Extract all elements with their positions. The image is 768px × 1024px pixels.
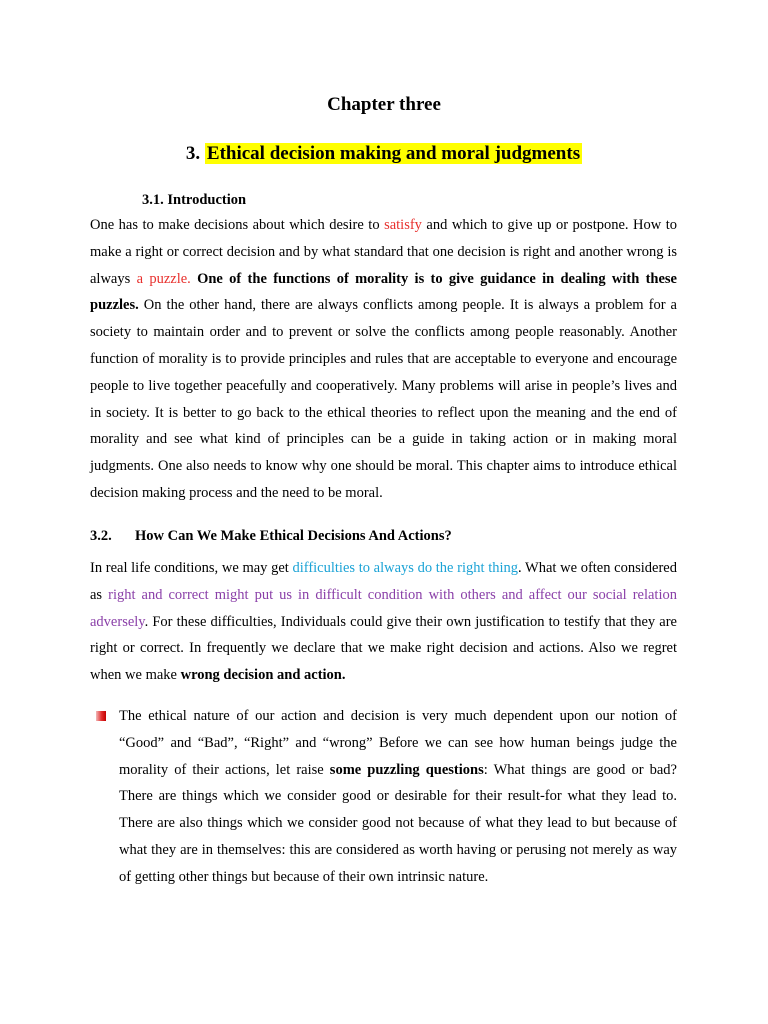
sec32-bold: wrong decision and action. bbox=[180, 667, 346, 684]
bullet-text-2: : What things are good or bad? There are things which we consider good or desirable for their result-for what they lead to. There are also things which we consider good not because of what they lead to but because of what they are in themselves: this are considered as worth having or perusing not merely as way of getting other things but because of their own intrinsic nature. bbox=[119, 761, 677, 885]
section-title-highlighted: Ethical decision making and moral judgments bbox=[206, 143, 581, 164]
section-3-2-title: How Can We Make Ethical Decisions And Actions? bbox=[135, 528, 452, 544]
satisfy-highlight: satisfy bbox=[384, 217, 422, 233]
section-number: 3. bbox=[185, 143, 201, 164]
section-title bbox=[0, 140, 768, 168]
puzzle-highlight: a puzzle. bbox=[136, 270, 191, 287]
purple-highlight: right and correct might put us in difficult condition with others and affect our social relation adversely bbox=[90, 586, 677, 630]
cyan-highlight: difficulties to always do the right thing bbox=[292, 560, 519, 576]
sec32-text-1: In real life conditions, we may get bbox=[90, 560, 293, 576]
section-3-2-number: 3.2. bbox=[90, 528, 112, 544]
intro-text-1: One has to make decisions about which desire to bbox=[90, 217, 385, 233]
bullet-text-1: The ethical nature of our action and decision is very much dependent upon our notion of “Good” and “Bad”, “Right” and “wrong” Before we can see how human beings judge the morality of their actions, let raise bbox=[119, 708, 677, 778]
bullet-list-item bbox=[96, 703, 677, 891]
intro-heading: 3.1. Introduction bbox=[142, 192, 247, 208]
section-3-2-heading bbox=[90, 526, 677, 546]
sec32-text-3: . For these difficulties, Individuals could give their own justification to testify that they are right or correct. In frequently we declare that we make right decision and actions. Also we regret when we make bbox=[90, 613, 677, 684]
red-square-bullet-icon bbox=[96, 711, 106, 721]
section-3-2-paragraph bbox=[90, 555, 677, 689]
chapter-title: Chapter three bbox=[327, 94, 441, 115]
intro-paragraph bbox=[90, 212, 677, 507]
sec32-text-2: . What we often considered as bbox=[90, 560, 677, 603]
intro-text-2: and which to give up or postpone. How to make a right or correct decision and by what standard that one decision is right and another wrong is always bbox=[90, 217, 677, 287]
intro-text-4: On the other hand, there are always conflicts among people. It is always a problem for a society to maintain order and to prevent or solve the conflicts among people reasonably. Another function of morality is to provide principles and rules that are acceptable to everyone and encourage people to live together peacefully and cooperatively. Many problems will arise in people’s lives and in society. It is better to go back to the ethical theories to reflect upon the meaning and the end of morality and see what kind of principles can be a guide in taking action or in making moral judgments. One also needs to know why one should be moral. This chapter aims to introduce ethical decision making process and the need to be moral. bbox=[90, 297, 677, 501]
bullet-bold: some puzzling questions bbox=[329, 761, 484, 778]
bullet-paragraph bbox=[119, 703, 677, 891]
intro-bold-statement: One of the functions of morality is to give guidance in dealing with these puzzles. bbox=[90, 270, 677, 314]
